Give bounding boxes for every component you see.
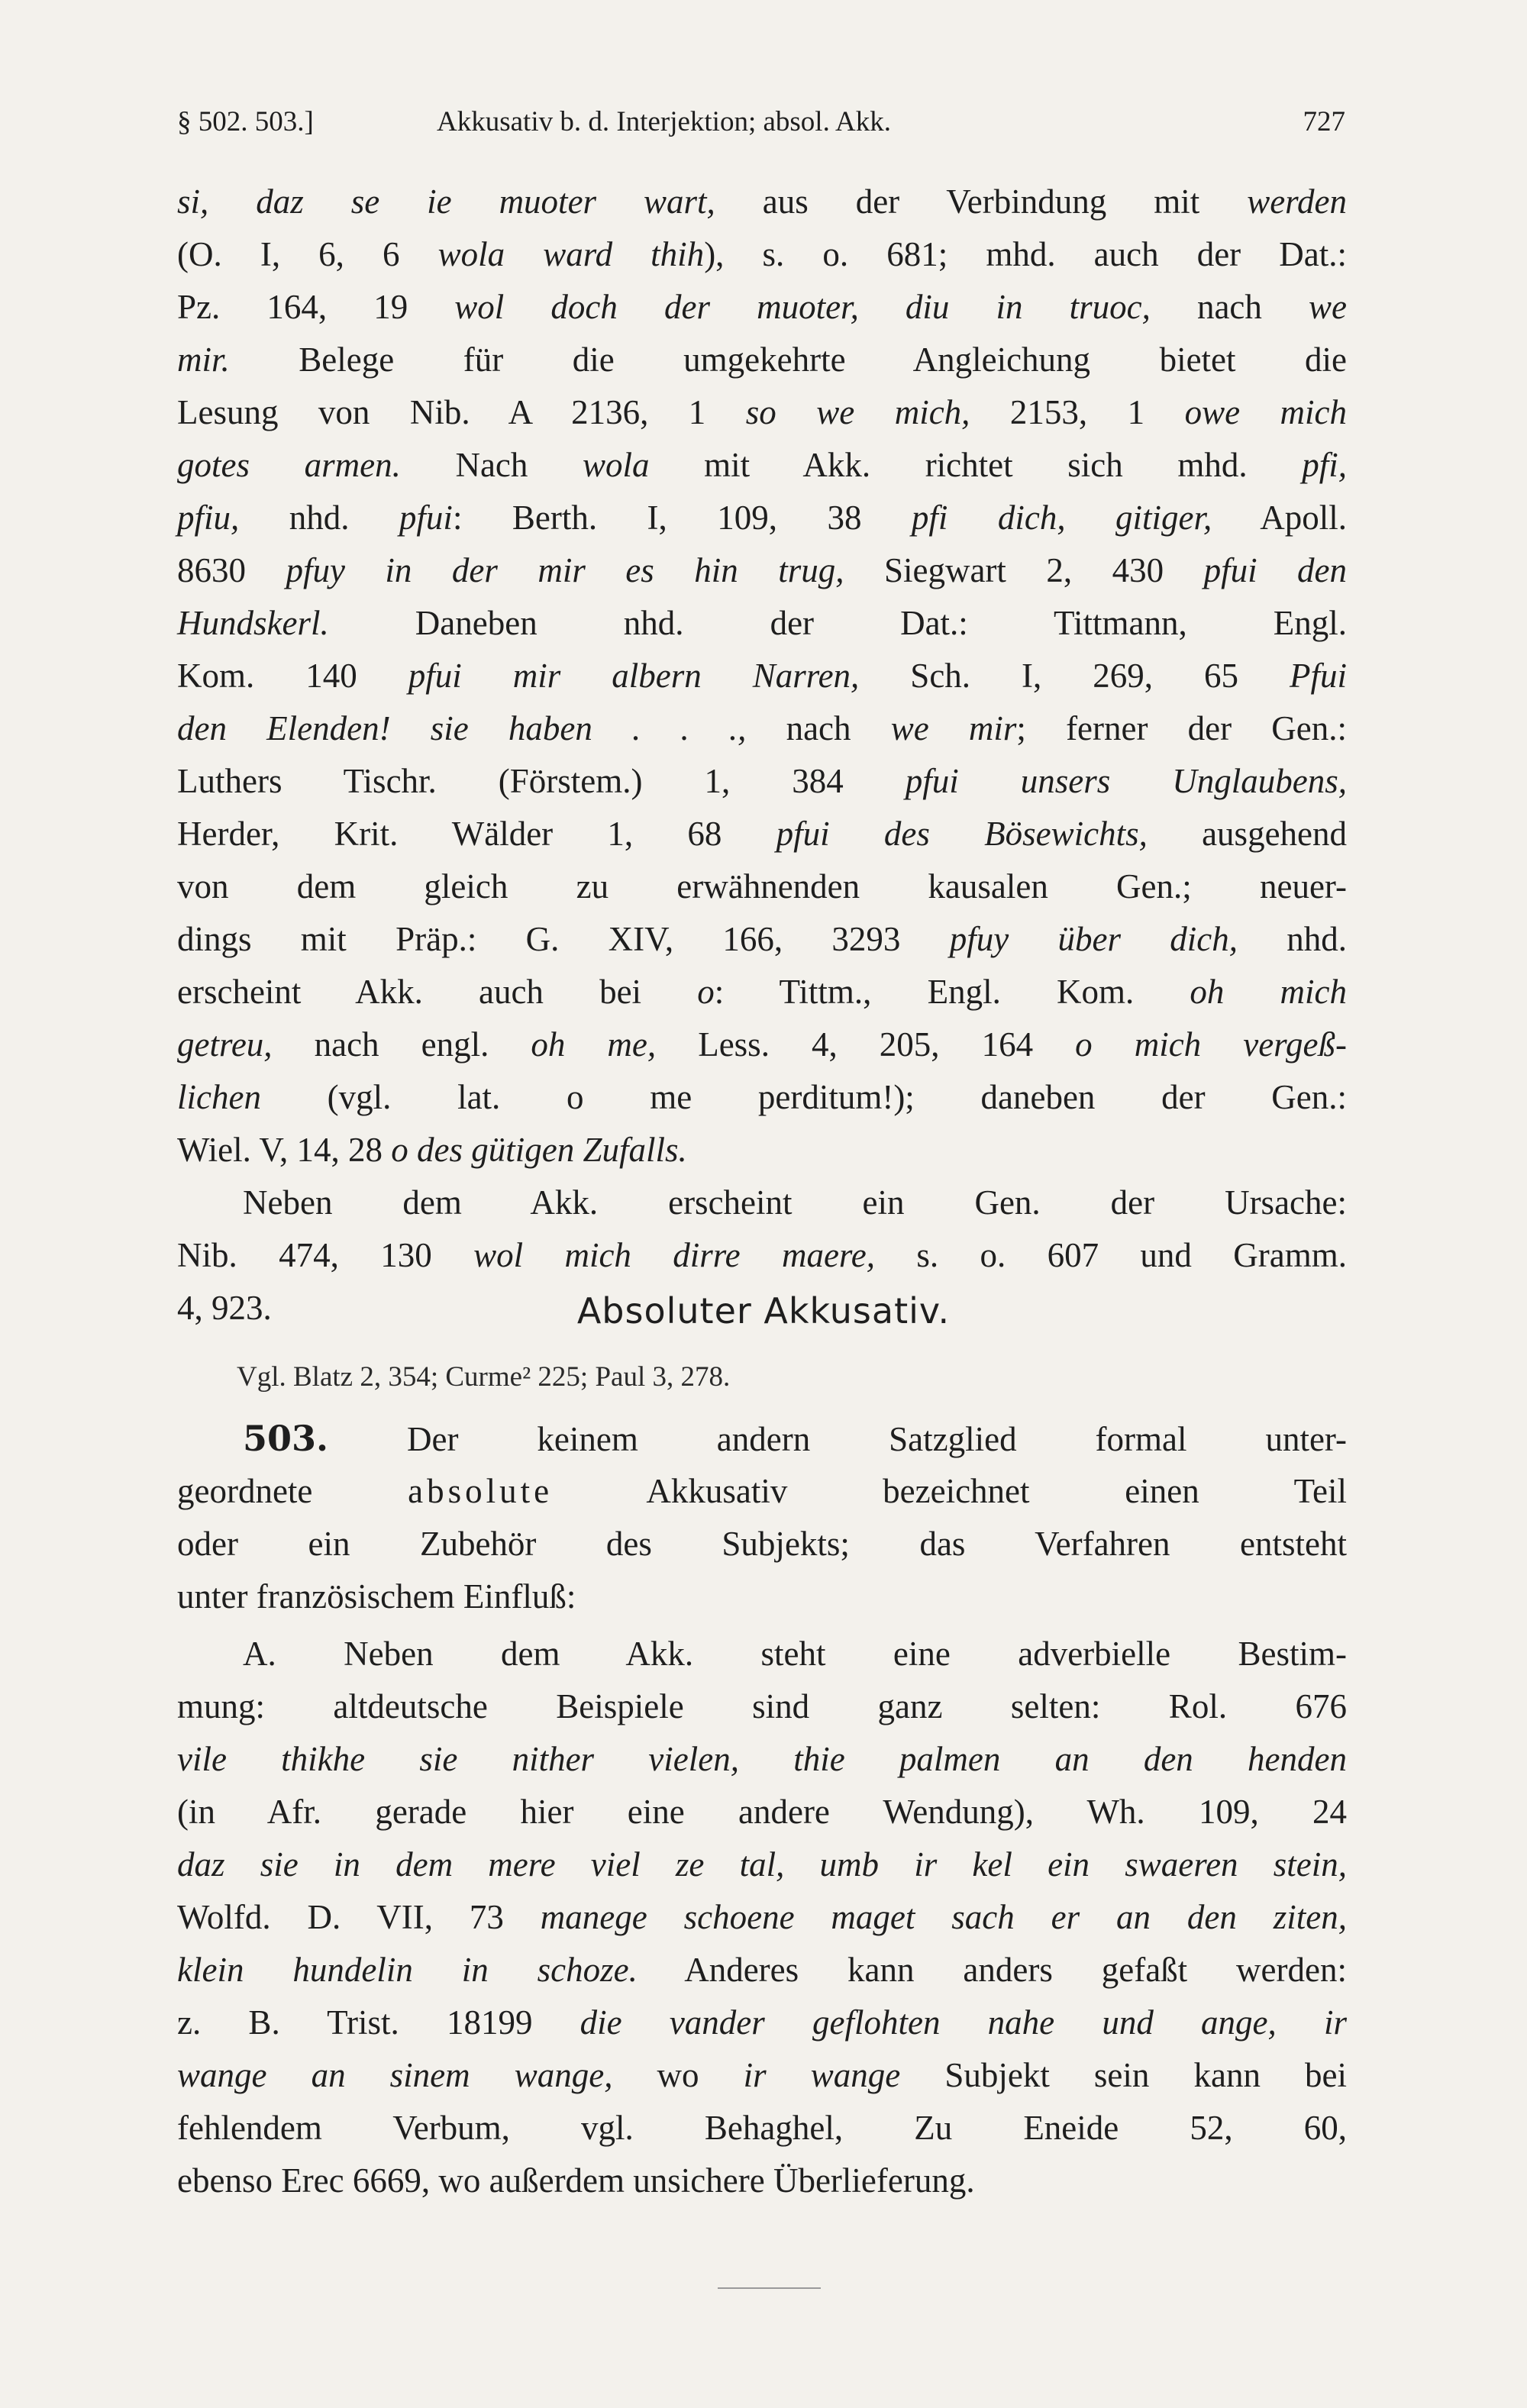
text-line: von dem gleich zu erwähnenden kausalen Gen.; neuer-: [177, 867, 1347, 905]
text-line: geordnete absolute Akkusativ bezeichnet einen Teil: [177, 1472, 1347, 1510]
text-line: gotes armen. Nach wola mit Akk. richtet sich mhd. pfi,: [177, 446, 1347, 484]
text-line: fehlendem Verbum, vgl. Behaghel, Zu Eneide 52, 60,: [177, 2109, 1347, 2147]
spaced-term: absolute: [408, 1472, 554, 1510]
text-line: klein hundelin in schoze. Anderes kann anders gefaßt werden:: [177, 1951, 1347, 1989]
text-line: si, daz se ie muoter wart, aus der Verbindung mit werden: [177, 182, 1347, 221]
page-number: 727: [1303, 106, 1345, 137]
text-line: Luthers Tischr. (Förstem.) 1, 384 pfui unsers Unglaubens,: [177, 762, 1347, 800]
text-line: erscheint Akk. auch bei o: Tittm., Engl. Kom. oh mich: [177, 973, 1347, 1011]
section-heading: Absoluter Akkusativ.: [576, 1290, 951, 1332]
text-line: Pz. 164, 19 wol doch der muoter, diu in truoc, nach we: [177, 288, 1348, 326]
text-line: unter französischem Einfluß:: [177, 1577, 576, 1616]
text-line: z. B. Trist. 18199 die vander geflohten nahe und ange, ir: [177, 2003, 1347, 2042]
text-line: (O. I, 6, 6 wola ward thih), s. o. 681; mhd. auch der Dat.:: [177, 235, 1347, 273]
text-line: den Elenden! sie haben . . ., nach we mir; ferner der Gen.:: [177, 709, 1348, 747]
text-line: daz sie in dem mere viel ze tal, umb ir kel ein swaeren stein,: [177, 1845, 1347, 1883]
text-line: vile thikhe sie nither vielen, thie palmen an den henden: [177, 1740, 1347, 1778]
text-line: lichen (vgl. lat. o me perditum!); daneben der Gen.:: [177, 1078, 1347, 1116]
text-line: Hundskerl. Daneben nhd. der Dat.: Tittmann, Engl.: [177, 604, 1347, 642]
text-line: oder ein Zubehör des Subjekts; das Verfahren entsteht: [177, 1525, 1347, 1563]
text-line: A. Neben dem Akk. steht eine adverbielle Bestim-: [243, 1635, 1347, 1673]
text-line: Wiel. V, 14, 28 o des gütigen Zufalls.: [177, 1131, 687, 1169]
header-section-ref: § 502. 503.]: [177, 106, 314, 137]
text-line: (in Afr. gerade hier eine andere Wendung), Wh. 109, 24: [177, 1793, 1347, 1831]
text-line: pfiu, nhd. pfui: Berth. I, 109, 38 pfi dich, gitiger, Apoll.: [177, 499, 1347, 537]
text-line: 4, 923.: [177, 1289, 272, 1327]
text-line: getreu, nach engl. oh me, Less. 4, 205, 164 o mich vergeß-: [177, 1025, 1347, 1064]
header-title: Akkusativ b. d. Interjektion; absol. Akk.: [437, 106, 892, 137]
text-line: Wolfd. D. VII, 73 manege schoene maget sach er an den ziten,: [177, 1898, 1347, 1936]
reference-line: Vgl. Blatz 2, 354; Curme² 225; Paul 3, 278.: [237, 1361, 731, 1393]
text-line: dings mit Präp.: G. XIV, 166, 3293 pfuy über dich, nhd.: [177, 920, 1348, 958]
text-line: Kom. 140 pfui mir albern Narren, Sch. I, 269, 65 Pfui: [177, 657, 1347, 695]
footer-rule: [718, 2287, 821, 2289]
running-header: [177, 98, 1345, 144]
text-line: mung: altdeutsche Beispiele sind ganz selten: Rol. 676: [177, 1687, 1347, 1725]
text-line: 503. Der keinem andern Satzglied formal unter-: [243, 1418, 1347, 1459]
text-line: Herder, Krit. Wälder 1, 68 pfui des Bösewichts, ausgehend: [177, 815, 1348, 853]
text-line: Lesung von Nib. A 2136, 1 so we mich, 2153, 1 owe mich: [177, 393, 1347, 431]
text-line: ebenso Erec 6669, wo außerdem unsichere Überlieferung.: [177, 2161, 975, 2200]
text-line: wange an sinem wange, wo ir wange Subjekt sein kann bei: [177, 2056, 1348, 2094]
text-line: mir. Belege für die umgekehrte Angleichung bietet die: [177, 341, 1347, 379]
text-line: Nib. 474, 130 wol mich dirre maere, s. o. 607 und Gramm.: [177, 1236, 1347, 1274]
section-number: 503.: [243, 1418, 329, 1459]
text-line: Neben dem Akk. erscheint ein Gen. der Ursache:: [243, 1183, 1347, 1222]
text-line: 8630 pfuy in der mir es hin trug, Siegwart 2, 430 pfui den: [177, 551, 1348, 589]
